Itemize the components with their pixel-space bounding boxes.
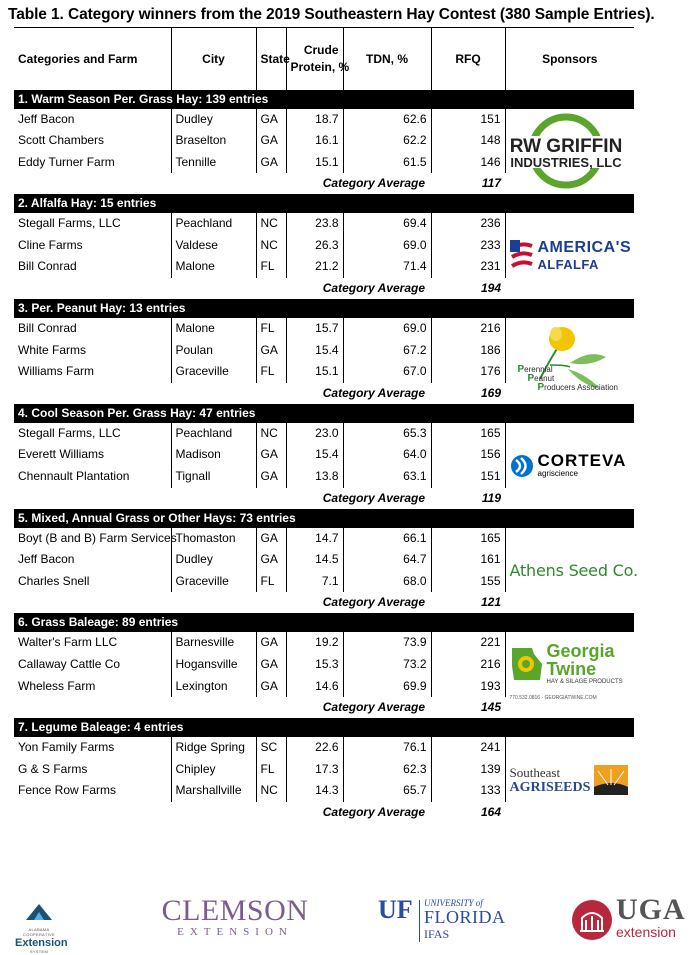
category-average-label: Category Average (322, 385, 425, 400)
americas-alfalfa-line1: AMERICA'S (537, 239, 632, 257)
perennial-peanut-logo: Perennial Peanut Producers Association (510, 319, 628, 403)
alabama-mark-icon (24, 902, 54, 922)
table-row (14, 213, 634, 235)
category-title: 3. Per. Peanut Hay: 13 entries (14, 299, 505, 318)
state-cell: NC (256, 213, 286, 235)
sunrise-icon (594, 765, 628, 795)
city-cell: Poulan (171, 340, 256, 362)
category-header (14, 718, 634, 737)
category-average-value: 194 (480, 281, 501, 296)
sponsor-cell (505, 318, 634, 404)
athens-seed-logo: Athens Seed Co. (509, 560, 638, 580)
farm-cell: Stegall Farms, LLC (18, 425, 121, 440)
crude-protein-cell: 15.4 (286, 340, 343, 362)
header-state: State (256, 28, 286, 90)
rfq-cell: 155 (431, 571, 505, 593)
farm-cell: Eddy Turner Farm (18, 154, 115, 169)
header-crude-protein (286, 28, 350, 90)
uga-line2: extension (616, 924, 676, 940)
category-average-label: Category Average (322, 490, 425, 505)
farm-cell: Charles Snell (18, 573, 90, 588)
crude-protein-cell: 14.5 (286, 549, 343, 571)
farm-cell: Bill Conrad (18, 321, 77, 336)
tdn-cell: 65.7 (343, 780, 431, 802)
farm-cell: Williams Farm (18, 364, 94, 379)
crude-protein-cell: 14.3 (286, 780, 343, 802)
state-cell: GA (256, 466, 286, 488)
state-cell: GA (256, 676, 286, 698)
rfq-cell: 165 (431, 423, 505, 445)
category-header (14, 299, 634, 318)
sponsor-cell (505, 109, 634, 195)
category-title: 4. Cool Season Per. Grass Hay: 47 entries (14, 404, 505, 423)
city-cell: Dudley (171, 549, 256, 571)
ppa-word2: eanut (534, 373, 555, 383)
city-cell: Thomaston (171, 528, 256, 550)
rw-griffin-name: RW GRIFFIN (509, 136, 622, 158)
farm-cell: Walter's Farm LLC (18, 635, 118, 650)
state-cell: SC (256, 737, 286, 759)
farm-cell: Bill Conrad (18, 259, 77, 274)
crude-protein-cell: 23.8 (286, 213, 343, 235)
category-header-sponsor-cell (505, 509, 634, 528)
category-average-value: 145 (480, 700, 501, 715)
uf-ifas-logo (378, 895, 513, 941)
state-cell: NC (256, 423, 286, 445)
ppa-word1: erennial (524, 364, 553, 374)
sponsor-cell (505, 632, 634, 718)
state-cell: GA (256, 152, 286, 174)
clemson-line1: CLEMSON (161, 894, 309, 927)
table-row (14, 737, 634, 759)
corteva-logo (510, 453, 631, 478)
city-cell: Dudley (171, 109, 256, 131)
category-header-sponsor-cell (505, 299, 634, 318)
header-farm: Categories and Farm (14, 28, 171, 90)
farm-cell: Boyt (B and B) Farm Services (18, 530, 177, 545)
georgia-twine-phone: 770.532.0816 · GEORGIATWINE.COM (509, 694, 597, 701)
tdn-cell: 64.7 (343, 549, 431, 571)
category-header-sponsor-cell (505, 90, 634, 109)
tdn-cell: 65.3 (343, 423, 431, 445)
category-title: 1. Warm Season Per. Grass Hay: 139 entries (14, 90, 505, 109)
category-header (14, 404, 634, 423)
tdn-cell: 73.9 (343, 632, 431, 654)
rfq-cell: 241 (431, 737, 505, 759)
corteva-mark-icon (510, 454, 534, 478)
rfq-cell: 151 (431, 109, 505, 131)
ppa-word3: roducers (544, 382, 576, 392)
city-cell: Graceville (171, 571, 256, 593)
uga-arch-icon (572, 900, 612, 940)
header-crude-protein-line1: Crude (303, 42, 339, 57)
rfq-cell: 186 (431, 340, 505, 362)
americas-alfalfa-logo (510, 238, 631, 274)
state-cell: GA (256, 340, 286, 362)
table-row (14, 109, 634, 131)
farm-cell: Chennault Plantation (18, 469, 130, 484)
alabama-tiny1: ALABAMA (28, 927, 50, 932)
sponsor-cell (505, 213, 634, 299)
rfq-cell: 133 (431, 780, 505, 802)
rfq-cell: 148 (431, 130, 505, 152)
category-header (14, 613, 634, 632)
americas-alfalfa-line2: ALFALFA (537, 257, 599, 273)
city-cell: Valdese (171, 235, 256, 257)
table-row (14, 632, 634, 654)
category-header (14, 194, 634, 213)
crude-protein-cell: 15.3 (286, 654, 343, 676)
tdn-cell: 68.0 (343, 571, 431, 593)
farm-cell: Callaway Cattle Co (18, 657, 121, 671)
uga-line1: UGA (616, 893, 686, 926)
tdn-cell: 73.2 (343, 654, 431, 676)
tdn-cell: 61.5 (343, 152, 431, 174)
state-cell: NC (256, 235, 286, 257)
category-title: 2. Alfalfa Hay: 15 entries (14, 194, 505, 213)
city-cell: Malone (171, 318, 256, 340)
city-cell: Tennille (171, 152, 256, 174)
category-header (14, 90, 634, 109)
farm-cell: G & S Farms (18, 761, 88, 776)
crude-protein-cell: 19.2 (286, 632, 343, 654)
city-cell: Graceville (171, 361, 256, 383)
georgia-twine-line1: Georgia (546, 640, 615, 661)
rfq-cell: 176 (431, 361, 505, 383)
tdn-cell: 69.4 (343, 213, 431, 235)
state-cell: GA (256, 528, 286, 550)
category-average-value: 164 (480, 804, 501, 819)
tdn-cell: 71.4 (343, 256, 431, 278)
alabama-tiny2: COOPERATIVE (23, 932, 55, 937)
category-title: 6. Grass Baleage: 89 entries (14, 613, 505, 632)
rw-griffin-sub: INDUSTRIES, LLC (509, 155, 622, 171)
farm-cell: Cline Farms (18, 237, 83, 252)
rfq-cell: 233 (431, 235, 505, 257)
category-average-label: Category Average (322, 176, 425, 191)
category-average-value: 117 (481, 176, 501, 191)
category-average-label: Category Average (322, 804, 425, 819)
se-agri-line2: AGRISEEDS (509, 780, 591, 796)
sponsor-cell (505, 737, 634, 823)
tdn-cell: 62.3 (343, 759, 431, 781)
city-cell: Peachland (171, 213, 256, 235)
flag-icon (510, 238, 534, 274)
rfq-cell: 236 (431, 213, 505, 235)
table-row (14, 528, 634, 550)
crude-protein-cell: 15.4 (286, 444, 343, 466)
category-header (14, 509, 634, 528)
category-average-label: Category Average (322, 281, 425, 296)
category-average-label: Category Average (322, 700, 425, 715)
city-cell: Tignall (171, 466, 256, 488)
state-cell: FL (256, 256, 286, 278)
city-cell: Barnesville (171, 632, 256, 654)
rfq-cell: 139 (431, 759, 505, 781)
crude-protein-cell: 7.1 (286, 571, 343, 593)
uf-line3: IFAS (424, 927, 450, 941)
farm-cell: White Farms (18, 342, 87, 357)
state-cell: FL (256, 571, 286, 593)
crude-protein-cell: 14.7 (286, 528, 343, 550)
corteva-sub: agriscience (537, 469, 578, 479)
category-header-sponsor-cell (505, 613, 634, 632)
uf-mark: UF (378, 895, 413, 924)
tdn-cell: 69.0 (343, 318, 431, 340)
category-average-value: 121 (480, 595, 501, 610)
rfq-cell: 193 (431, 676, 505, 698)
alabama-extension-logo (15, 902, 68, 954)
state-cell: GA (256, 632, 286, 654)
corteva-name: CORTEVA (537, 451, 627, 471)
header-rfq: RFQ (431, 28, 505, 90)
state-cell: GA (256, 109, 286, 131)
ppa-word4: Association (577, 382, 618, 392)
header-tdn: TDN, % (343, 28, 431, 90)
winners-table (14, 27, 638, 823)
rfq-cell: 165 (431, 528, 505, 550)
state-cell: GA (256, 654, 286, 676)
state-cell: NC (256, 780, 286, 802)
crude-protein-cell: 23.0 (286, 423, 343, 445)
rfq-cell: 216 (431, 318, 505, 340)
rfq-cell: 216 (431, 654, 505, 676)
rfq-cell: 156 (431, 444, 505, 466)
footer-logos (0, 890, 700, 954)
farm-cell: Scott Chambers (18, 133, 105, 148)
sponsor-cell (505, 528, 638, 614)
crude-protein-cell: 15.1 (286, 361, 343, 383)
city-cell: Lexington (171, 676, 256, 698)
category-header-sponsor-cell (505, 718, 634, 737)
alabama-big: Extension (15, 937, 68, 949)
category-header-sponsor-cell (505, 404, 634, 423)
farm-cell: Jeff Bacon (18, 552, 75, 567)
table-row (14, 318, 634, 340)
tdn-cell: 69.9 (343, 676, 431, 698)
crude-protein-cell: 21.2 (286, 256, 343, 278)
tdn-cell: 66.1 (343, 528, 431, 550)
rw-griffin-logo (510, 112, 622, 190)
tdn-cell: 62.6 (343, 109, 431, 131)
farm-cell: Jeff Bacon (18, 111, 75, 126)
crude-protein-cell: 13.8 (286, 466, 343, 488)
rfq-cell: 231 (431, 256, 505, 278)
se-agri-line1: Southeast (509, 765, 561, 781)
table-row (14, 423, 634, 445)
rfq-cell: 146 (431, 152, 505, 174)
sponsor-cell (505, 423, 634, 509)
tdn-cell: 69.0 (343, 235, 431, 257)
tdn-cell: 67.0 (343, 361, 431, 383)
crude-protein-cell: 22.6 (286, 737, 343, 759)
page-title: Table 1. Category winners from the 2019 Southeastern Hay Contest (380 Sample Entries). (8, 6, 655, 23)
rfq-cell: 151 (431, 466, 505, 488)
city-cell: Chipley (171, 759, 256, 781)
header-sponsors: Sponsors (505, 28, 634, 90)
city-cell: Madison (171, 444, 256, 466)
georgia-twine-sub: HAY & SILAGE PRODUCTS (546, 678, 623, 685)
rfq-cell: 161 (431, 549, 505, 571)
state-cell: FL (256, 361, 286, 383)
category-title: 7. Legume Baleage: 4 entries (14, 718, 505, 737)
category-average-value: 169 (480, 385, 501, 400)
crude-protein-cell: 18.7 (286, 109, 343, 131)
crude-protein-cell: 14.6 (286, 676, 343, 698)
header-row (14, 28, 634, 90)
southeast-agriseeds-logo (510, 765, 631, 795)
state-cell: GA (256, 549, 286, 571)
farm-cell: Everett Williams (18, 447, 105, 462)
category-average-label: Category Average (322, 595, 425, 610)
rfq-cell: 221 (431, 632, 505, 654)
clemson-extension-logo (150, 896, 320, 939)
tdn-cell: 63.1 (343, 466, 431, 488)
crude-protein-cell: 16.1 (286, 130, 343, 152)
category-average-value: 119 (481, 490, 501, 505)
farm-cell: Fence Row Farms (18, 783, 117, 798)
header-crude-protein-line2: Protein, % (290, 59, 350, 74)
farm-cell: Wheless Farm (18, 678, 96, 693)
farm-cell: Yon Family Farms (18, 740, 115, 755)
georgia-twine-logo (510, 642, 631, 710)
state-cell: FL (256, 318, 286, 340)
georgia-twine-line2: Twine (546, 658, 597, 679)
uf-line1: UNIVERSITY of (424, 898, 483, 908)
alabama-tiny3: SYSTEM (29, 949, 49, 954)
clemson-line2: EXTENSION (177, 926, 293, 938)
crude-protein-cell: 15.7 (286, 318, 343, 340)
category-title: 5. Mixed, Annual Grass or Other Hays: 73 entries (14, 509, 505, 528)
category-header-sponsor-cell (505, 194, 634, 213)
city-cell: Braselton (171, 130, 256, 152)
city-cell: Peachland (171, 423, 256, 445)
city-cell: Malone (171, 256, 256, 278)
state-cell: FL (256, 759, 286, 781)
georgia-state-icon (510, 646, 544, 682)
crude-protein-cell: 17.3 (286, 759, 343, 781)
tdn-cell: 76.1 (343, 737, 431, 759)
crude-protein-cell: 15.1 (286, 152, 343, 174)
state-cell: GA (256, 444, 286, 466)
crude-protein-cell: 26.3 (286, 235, 343, 257)
state-cell: GA (256, 130, 286, 152)
farm-cell: Stegall Farms, LLC (18, 216, 121, 231)
tdn-cell: 64.0 (343, 444, 431, 466)
city-cell: Marshallville (171, 780, 256, 802)
tdn-cell: 67.2 (343, 340, 431, 362)
uf-line2: FLORIDA (424, 907, 506, 927)
header-city: City (171, 28, 256, 90)
tdn-cell: 62.2 (343, 130, 431, 152)
city-cell: Ridge Spring (171, 737, 256, 759)
city-cell: Hogansville (171, 654, 256, 676)
